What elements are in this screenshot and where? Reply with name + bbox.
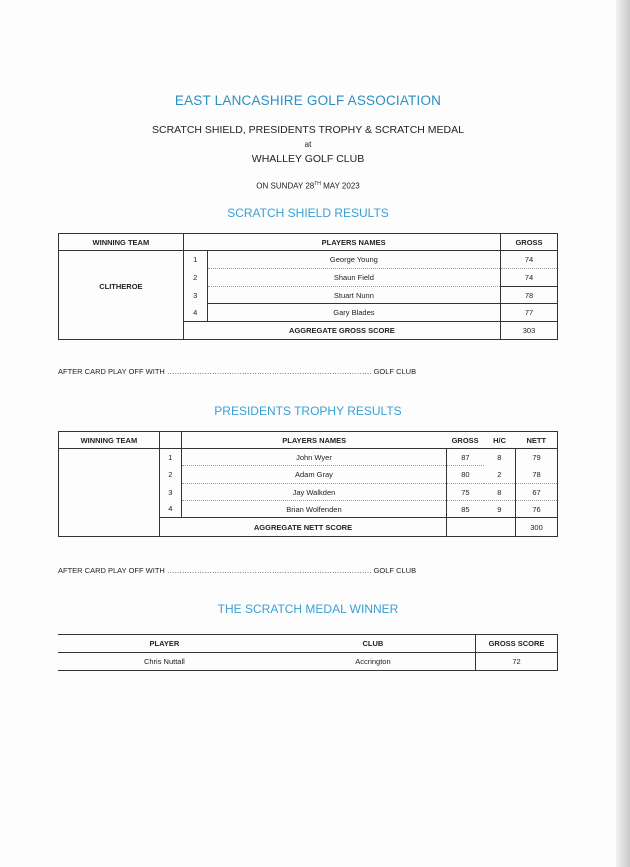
player-gross: 74 (501, 251, 558, 269)
medal-gross: 72 (476, 653, 558, 671)
player-nett: 67 (516, 484, 558, 501)
player-hc: 8 (484, 449, 516, 466)
aggregate-value: 303 (501, 322, 558, 340)
row-number: 4 (159, 501, 181, 518)
table-row (58, 653, 558, 671)
player-nett: 76 (516, 501, 558, 518)
date-suffix: MAY 2023 (320, 181, 360, 191)
presidents-trophy-table (58, 431, 558, 537)
col-gross-score: GROSS SCORE (476, 635, 558, 653)
player-gross: 77 (501, 304, 558, 322)
scratch-medal-heading: THE SCRATCH MEDAL WINNER (217, 602, 399, 616)
date-suffix-sup: TH (314, 181, 321, 187)
table-header-row (58, 635, 558, 653)
row-number: 3 (183, 287, 207, 304)
player-gross: 78 (501, 287, 558, 304)
player-name: Adam Gray (181, 466, 446, 484)
date-prefix: ON SUNDAY 28 (256, 181, 315, 191)
medal-player: Chris Nuttall (58, 653, 271, 671)
col-hc: H/C (484, 432, 516, 449)
at-text: at (304, 140, 312, 149)
col-players-names: PLAYERS NAMES (207, 234, 500, 251)
col-winning-team: WINNING TEAM (59, 432, 160, 449)
winning-team-name (59, 449, 160, 537)
player-gross: 87 (447, 449, 484, 466)
page-edge-shadow (616, 0, 630, 867)
player-name: John Wyer (181, 449, 446, 466)
col-number (183, 234, 207, 251)
row-number: 3 (159, 484, 181, 501)
player-name: George Young (207, 251, 500, 269)
player-name: Shaun Field (207, 269, 500, 287)
col-number (159, 432, 181, 449)
row-number: 2 (183, 269, 207, 287)
row-number: 4 (183, 304, 207, 322)
player-name: Jay Walkden (181, 484, 446, 501)
player-gross: 75 (447, 484, 484, 501)
player-gross: 85 (447, 501, 484, 518)
scratch-medal-table (58, 634, 558, 671)
player-gross: 74 (501, 269, 558, 287)
page-title: EAST LANCASHIRE GOLF ASSOCIATION (174, 93, 442, 108)
row-number: 1 (159, 449, 181, 466)
presidents-trophy-playoff-line: AFTER CARD PLAY OFF WITH ………………………………………………………………………. GOLF CLUB (58, 566, 417, 575)
aggregate-gross-blank (447, 518, 484, 537)
player-gross: 80 (447, 466, 484, 484)
col-winning-team: WINNING TEAM (59, 234, 184, 251)
col-club: CLUB (271, 635, 476, 653)
col-player: PLAYER (58, 635, 271, 653)
row-number: 1 (183, 251, 207, 269)
player-nett: 79 (516, 449, 558, 466)
scratch-shield-playoff-line: AFTER CARD PLAY OFF WITH ………………………………………………………………………. GOLF CLUB (58, 367, 417, 376)
table-row (59, 449, 558, 466)
player-nett: 78 (516, 466, 558, 484)
col-players-names: PLAYERS NAMES (181, 432, 446, 449)
player-name: Brian Wolfenden (181, 501, 446, 518)
player-name: Stuart Nunn (207, 287, 500, 304)
events-subtitle: SCRATCH SHIELD, PRESIDENTS TROPHY & SCRATCH MEDAL (152, 124, 464, 136)
event-date (0, 181, 616, 191)
col-gross: GROSS (501, 234, 558, 251)
aggregate-value: 300 (516, 518, 558, 537)
presidents-trophy-heading: PRESIDENTS TROPHY RESULTS (214, 404, 402, 418)
aggregate-hc-blank (484, 518, 516, 537)
row-number: 2 (159, 466, 181, 484)
aggregate-label: AGGREGATE NETT SCORE (159, 518, 446, 537)
player-hc: 8 (484, 484, 516, 501)
venue-text: WHALLEY GOLF CLUB (251, 153, 365, 165)
player-hc: 9 (484, 501, 516, 518)
medal-club: Accrington (271, 653, 476, 671)
table-header-row (59, 234, 558, 251)
table-header-row (59, 432, 558, 449)
scratch-shield-heading: SCRATCH SHIELD RESULTS (227, 206, 389, 220)
winning-team-name: CLITHEROE (59, 251, 184, 340)
player-name: Gary Blades (207, 304, 500, 322)
table-row (59, 251, 558, 269)
aggregate-label: AGGREGATE GROSS SCORE (183, 322, 500, 340)
scratch-shield-table (58, 233, 558, 340)
col-nett: NETT (516, 432, 558, 449)
player-hc: 2 (484, 466, 516, 484)
col-gross: GROSS (447, 432, 484, 449)
